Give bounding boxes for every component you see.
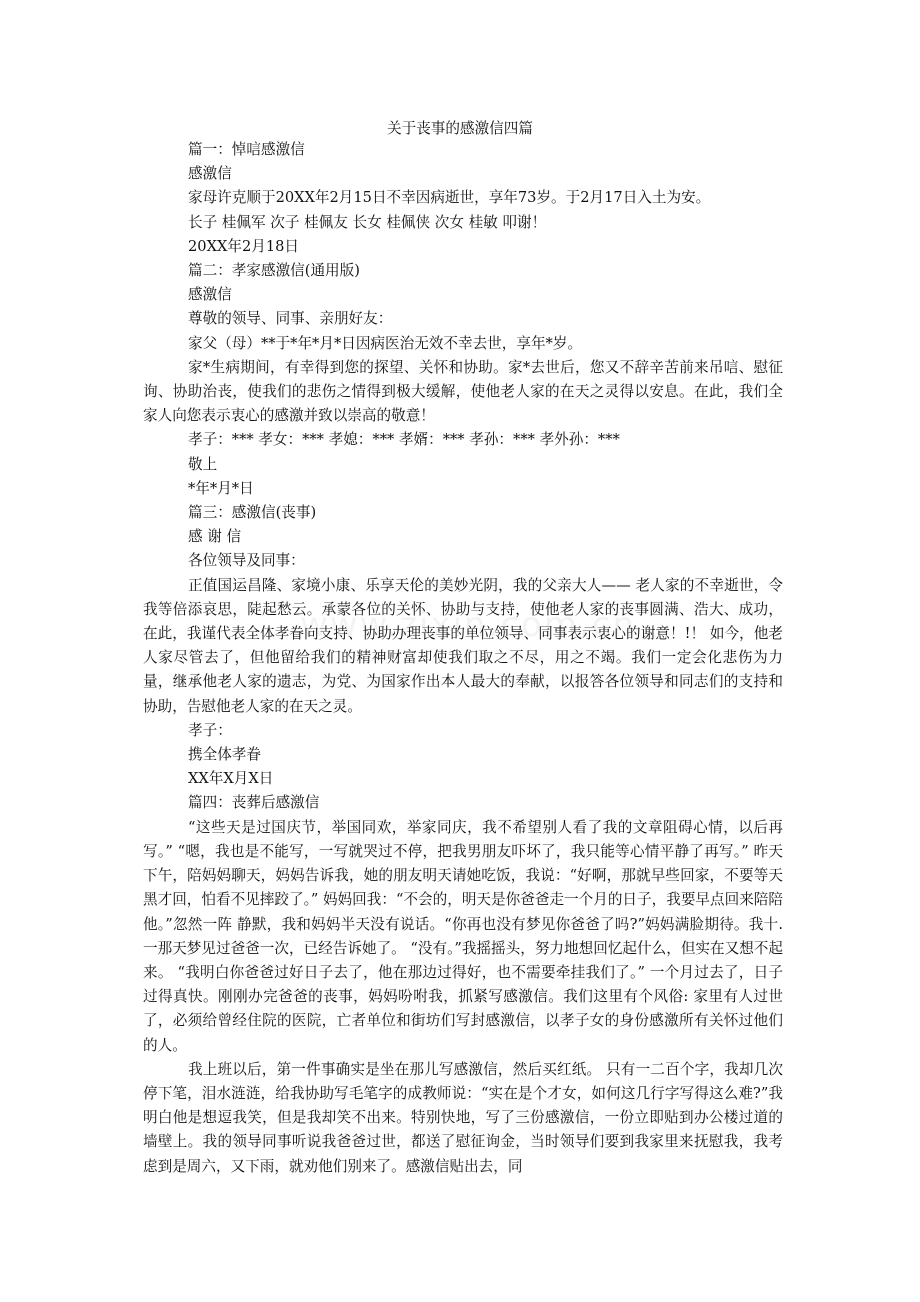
body-line: 尊敬的领导、同事、亲朋好友：: [188, 310, 393, 328]
body-line: 孝子：*** 孝女：*** 孝媳：*** 孝婿：*** 孝孙：*** 孝外孙：***: [188, 431, 620, 449]
body-line: 感 谢 信: [188, 528, 242, 546]
body-line: 携全体孝眷: [188, 746, 261, 764]
body-paragraph: 我上班以后，第一件事确实是坐在那儿写感激信，然后买红纸。 只有一二百个字，我却几次停下笔，泪水涟涟，给我协助写毛笔字的成教师说：“实在是个才女，如何这几行字写得这么难?”我明白他是想逗我笑，但是我却笑不出来。特别快地，写了三份感激信，一份立即贴到办公楼过道的墙壁上。我的领导同事听说我爸爸过世，都送了慰征询金，当时领导们要到我家里来抚慰我，我考虑到是周六，又下雨，就劝他们别来了。感激信贴出去，同: [143, 1060, 783, 1175]
body-line: *年*月*日: [188, 479, 254, 497]
body-line: 20XX年2月18日: [188, 237, 299, 255]
body-line: 篇四：丧葬后感激信: [188, 794, 320, 812]
body-line: 各位领导及同事：: [188, 552, 305, 570]
body-paragraph: 正值国运昌隆、家境小康、乐享天伦的美妙光阴，我的父亲大人—— 老人家的不幸逝世，令我等倍添哀思，陡起愁云。承蒙各位的关怀、协助与支持，使他老人家的丧事圆满、浩大、成功，在此，我谨代表全体孝眷向支持、协助办理丧事的单位领导、同事表示衷心的谢意！!！ 如今，他老人家尽管去了，但他留给我们的精神财富却使我们取之不尽，用之不竭。我们一定会化悲伤为力量，继承他老人家的遗志，为党、为国家作出本人最大的奉献，以报答各位领导和同志们的支持和协助，告慰他老人家的在天之灵。: [143, 576, 783, 715]
body-line: 篇三：感激信(丧事): [188, 504, 317, 522]
body-line: 感激信: [188, 286, 232, 304]
body-line: 敬上: [188, 455, 218, 473]
body-line: 感激信: [188, 165, 232, 183]
body-paragraph: “这些天是过国庆节，举国同欢，举家同庆，我不希望别人看了我的文章阻碍心情，以后再写。” “嗯，我也是不能写，一写就哭过不停，把我男朋友吓坏了，我只能等心情平静了再写。” 昨天下午，陪妈妈聊天，妈妈告诉我，她的朋友明天请她吃饭，我说：“好啊，那就早些回家，不要等天黑才回，怕看不见摔跤了。” 妈妈回我：“不会的，明天是你爸爸走一个月的日子，我要早点回来陪陪他。”忽然一阵 静默，我和妈妈半天没有说话。“你再也没有梦见你爸爸了吗?”妈妈满脸期待。我十.一那天梦见过爸爸一次，已经告诉她了。 “没有。”我摇摇头，努力地想回忆起什么，但实在又想不起来。 “我明白你爸爸过好日子去了，他在那边过得好，也不需要牵挂我们了。” 一个月过去了，日子过得真快。刚刚办完爸爸的丧事，妈妈吩咐我，抓紧写感激信。我们这里有个风俗: 家里有人过世了，必须给曾经住院的医院，亡者单位和街坊们写封感激信，以孝子女的身份感激所有关怀过他们的人。: [143, 818, 783, 1054]
body-line: XX年X月X日: [188, 770, 274, 788]
document-title: 关于丧事的感激信四篇: [387, 120, 533, 137]
body-line: 家父（母）**于*年*月*日因病医治无效不幸去世，享年*岁。: [188, 334, 583, 352]
document-body: [143, 138, 783, 1179]
body-line: 家母许克顺于20XX年2月15日不幸因病逝世，享年73岁。于2月17日入土为安。: [188, 189, 711, 207]
body-paragraph: 家*生病期间，有幸得到您的探望、关怀和协助。家*去世后，您又不辞辛苦前来吊唁、慰征询、协助治丧，使我们的悲伤之情得到极大缓解，使他老人家的在天之灵得以安息。在此，我们全家人向您表示衷心的感激并致以崇高的敬意！: [143, 358, 783, 425]
body-line: 长子 桂佩军 次子 桂佩友 长女 桂佩侠 次女 桂敏 叩谢！: [188, 213, 547, 231]
body-line: 篇一：悼唁感激信: [188, 141, 305, 158]
body-line: 孝子：: [188, 721, 232, 739]
body-line: 篇二：孝家感激信(通用版): [188, 262, 360, 280]
